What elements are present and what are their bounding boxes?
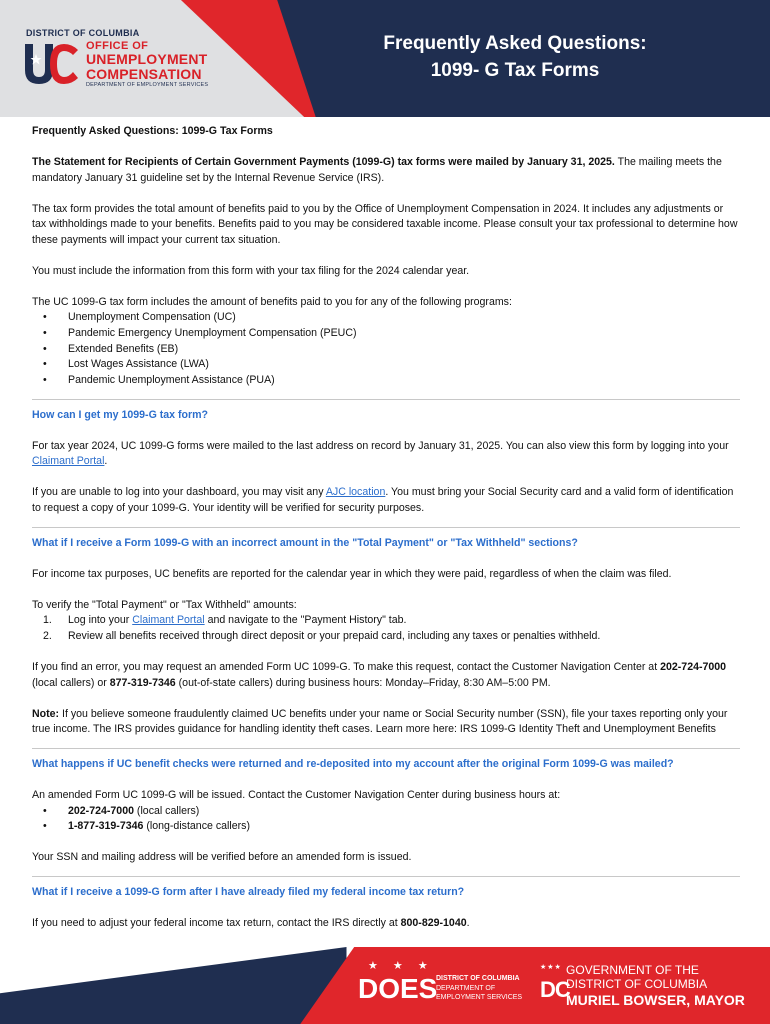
intro-bold: The Statement for Recipients of Certain Government Payments (1099-G) tax forms were mailed by January 31, 2025.	[32, 155, 615, 168]
does-sub-department: DEPARTMENT OF	[436, 985, 496, 992]
question-get-form: How can I get my 1099-G tax form?	[32, 408, 209, 421]
list-item: • Lost Wages Assistance (LWA)	[32, 357, 740, 373]
intro-rest: The mailing meets the mandatory January 31 guideline set by the Internal Revenue Service (IRS).	[32, 155, 722, 184]
dc-gov-mayor: MURIEL BOWSER, MAYOR	[566, 992, 745, 1008]
answer-redeposited-1: An amended Form UC 1099-G will be issued. Contact the Customer Navigation Center during business hours at:	[32, 789, 561, 802]
answer-get-form-1: For tax year 2024, UC 1099-G forms were mailed to the last address on record by January 31, 2025. You can also view this form by logging into your Claimant Portal.	[32, 439, 729, 468]
page-title-line2: 1099- G Tax Forms	[430, 60, 600, 81]
section-divider	[32, 399, 740, 400]
list-item: • Extended Benefits (EB)	[32, 342, 740, 358]
logo-line-department: DEPARTMENT OF EMPLOYMENT SERVICES	[86, 82, 209, 88]
does-sub-employment: EMPLOYMENT SERVICES	[436, 994, 523, 1001]
list-item: • Unemployment Compensation (UC)	[32, 310, 740, 326]
dc-monogram: DC	[540, 977, 570, 1002]
benefits-paragraph: The tax form provides the total amount of benefits paid to you by the Office of Unemployment Compensation in 2024. It includes any adjustments or tax withholdings made to your benefits. Benefits paid to you may be considered taxable income. Please consult your tax professional to determine how these payments will impact your current tax situation.	[32, 202, 738, 246]
intro-paragraph	[32, 155, 740, 186]
page-header	[0, 0, 770, 117]
phone-list	[32, 804, 740, 835]
list-item: • Pandemic Emergency Unemployment Compensation (PEUC)	[32, 326, 740, 342]
phone-out-of-state: 877-319-7346	[109, 676, 176, 689]
answer-incorrect-amount-1: For income tax purposes, UC benefits are reported for the calendar year in which they were paid, regardless of when the claim was filed.	[32, 567, 672, 580]
programs-intro: The UC 1099-G tax form includes the amount of benefits paid to you for any of the following programs:	[32, 295, 512, 308]
does-stars-icon: ★ ★ ★	[368, 960, 434, 972]
claimant-portal-link[interactable]: Claimant Portal	[32, 455, 105, 468]
section-divider	[32, 748, 740, 749]
answer-redeposited-2: Your SSN and mailing address will be verified before an amended form is issued.	[32, 851, 412, 864]
dc-government-logo	[540, 961, 760, 1017]
list-item: 1. Log into your Claimant Portal and navigate to the "Payment History" tab.	[43, 614, 407, 627]
answer-get-form-2: If you are unable to log into your dashboard, you may visit any AJC location. You must bring your Social Security card and a valid form of identification to request a copy of your 1099-G. Your identity will be verified for security purposes.	[32, 486, 734, 514]
doc-title: Frequently Asked Questions: 1099-G Tax Forms	[32, 125, 273, 137]
section-divider	[32, 527, 740, 528]
verify-intro: To verify the "Total Payment" or "Tax Withheld" amounts:	[32, 598, 297, 611]
does-logo	[358, 959, 538, 1019]
note-paragraph: Note: If you believe someone fraudulently claimed UC benefits under your name or Social Security number (SSN), file your taxes reporting only your true income. The IRS provides guidance for handling identity theft cases. Learn more here: IRS 1099-G Identity Theft and Unemployment Benefits	[32, 707, 728, 736]
phone-local: 202-724-7000	[660, 660, 727, 673]
answer-already-filed: If you need to adjust your federal income tax return, contact the IRS directly at 800-829-1040.	[32, 917, 470, 930]
ajc-location-link[interactable]: AJC location	[325, 486, 386, 499]
tax-filing-paragraph: You must include the information from this form with your tax filing for the 2024 calendar year.	[32, 264, 470, 277]
logo-line-compensation: COMPENSATION	[86, 66, 202, 82]
uc-logo	[22, 26, 222, 90]
logo-line-office: OFFICE OF	[86, 40, 149, 52]
claimant-portal-link-2[interactable]: Claimant Portal	[132, 614, 205, 627]
dc-stars-icon: ★★★	[540, 964, 562, 971]
does-sub-district: DISTRICT OF COLUMBIA	[436, 975, 520, 982]
page-footer	[0, 947, 770, 1024]
list-item: 2. Review all benefits received through direct deposit or your prepaid card, including any taxes or penalties withheld.	[43, 629, 601, 642]
logo-top-line: DISTRICT OF COLUMBIA	[26, 28, 140, 38]
list-item: • 1-877-319-7346 (long-distance callers)	[32, 819, 740, 835]
list-item: • 202-724-7000 (local callers)	[32, 804, 740, 820]
logo-line-unemployment: UNEMPLOYMENT	[86, 51, 208, 67]
verify-steps	[32, 613, 740, 644]
does-wordmark: DOES	[358, 973, 438, 1004]
section-divider	[32, 876, 740, 877]
error-paragraph: If you find an error, you may request an amended Form UC 1099-G. To make this request, contact the Customer Navigation Center at 202-724-7000 (local callers) or 877-319-7346 (out-of-state callers) during business hours: Monday–Friday, 8:30 AM–5:00 PM.	[32, 660, 727, 689]
question-redeposited-checks: What happens if UC benefit checks were returned and re-deposited into my account after the original Form 1099-G was mailed?	[32, 758, 674, 771]
note-label: Note:	[32, 707, 60, 720]
question-incorrect-amount: What if I receive a Form 1099-G with an incorrect amount in the "Total Payment" or "Tax Withheld" sections?	[32, 536, 578, 549]
programs-list	[32, 310, 740, 388]
uc-monogram-icon	[22, 40, 80, 86]
list-item: • Pandemic Unemployment Assistance (PUA)	[32, 373, 740, 389]
question-already-filed: What if I receive a 1099-G form after I have already filed my federal income tax return?	[32, 886, 465, 899]
dc-gov-line1: GOVERNMENT OF THE	[566, 963, 699, 977]
faq-content	[32, 124, 740, 947]
page-title-line1: Frequently Asked Questions:	[383, 33, 647, 54]
page-title	[330, 30, 700, 84]
irs-phone: 800-829-1040	[400, 917, 467, 930]
dc-gov-line2: DISTRICT OF COLUMBIA	[566, 977, 708, 991]
